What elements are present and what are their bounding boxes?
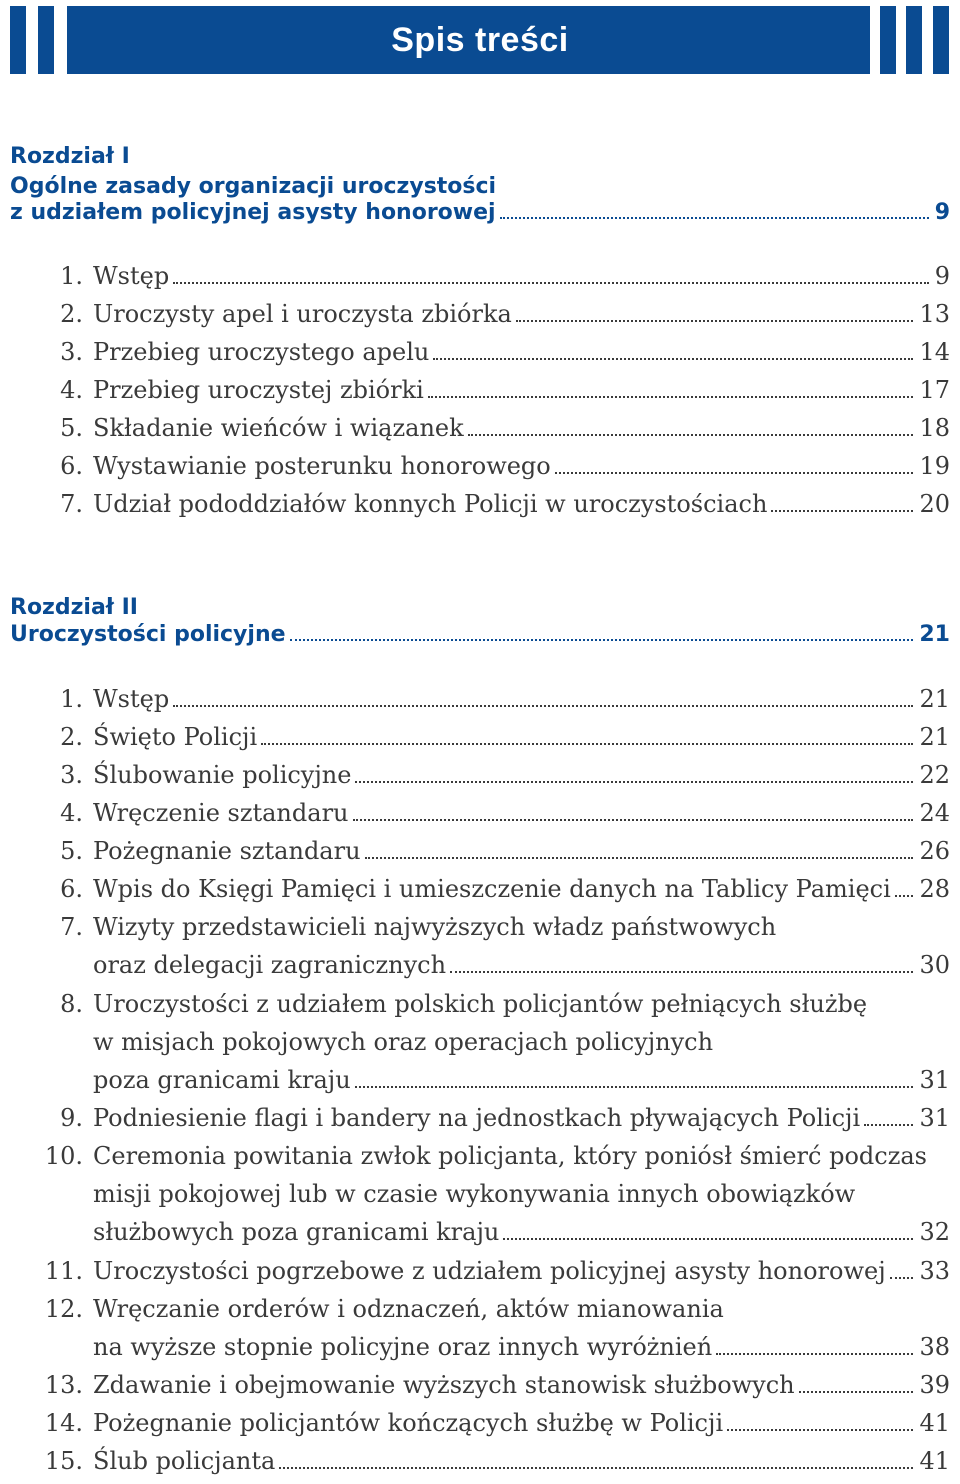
entry-title: Pożegnanie policjantów kończących służbę w Policji xyxy=(93,1409,724,1437)
entry-number: 8. xyxy=(60,990,83,1018)
entry-page: 30 xyxy=(919,951,950,979)
leader-dots xyxy=(799,1391,914,1393)
toc-entry[interactable] xyxy=(10,1371,950,1399)
chapter-1-page: 9 xyxy=(934,200,950,225)
entry-title: Uroczystości pogrzebowe z udziałem policyjnej asysty honorowej xyxy=(93,1257,886,1285)
toc-entry[interactable] xyxy=(10,951,950,979)
entry-number: 9. xyxy=(60,1104,83,1132)
toc-entry-first-line[interactable] xyxy=(10,1142,950,1170)
entry-number: 3. xyxy=(60,338,83,366)
entry-title: Wystawianie posterunku honorowego xyxy=(93,452,551,480)
entry-title: Ślubowanie policyjne xyxy=(93,761,352,789)
toc-entry[interactable] xyxy=(10,376,950,404)
entry-title: Składanie wieńców i wiązanek xyxy=(93,414,464,442)
toc-entry[interactable] xyxy=(10,1333,950,1361)
entry-page: 20 xyxy=(919,490,950,518)
entry-number: 1. xyxy=(60,262,83,290)
toc-entry-first-line[interactable] xyxy=(10,913,950,941)
entry-number: 2. xyxy=(60,300,83,328)
entry-page: 9 xyxy=(934,262,950,290)
toc-entry[interactable] xyxy=(10,452,950,480)
entry-page: 21 xyxy=(919,723,950,751)
entry-title: Przebieg uroczystej zbiórki xyxy=(93,376,424,404)
toc-entry[interactable] xyxy=(10,875,950,903)
entry-page: 31 xyxy=(919,1104,950,1132)
entry-title-line1: Uroczystości z udziałem polskich policjantów pełniących służbę xyxy=(93,990,868,1018)
toc-entry-first-line[interactable] xyxy=(10,1295,950,1323)
leader-dots xyxy=(516,320,914,322)
entry-number: 6. xyxy=(60,452,83,480)
leader-dots xyxy=(503,1238,913,1240)
toc-entry[interactable] xyxy=(10,1104,950,1132)
leader-dots xyxy=(716,1353,913,1355)
leader-dots xyxy=(727,1429,913,1431)
leader-dots xyxy=(468,434,914,436)
entry-title: Uroczysty apel i uroczysta zbiórka xyxy=(93,300,512,328)
toc-entry[interactable] xyxy=(10,490,950,518)
entry-number: 11. xyxy=(44,1257,83,1285)
entry-title: Pożegnanie sztandaru xyxy=(93,837,361,865)
chapter-2-title: Uroczystości policyjne xyxy=(10,622,286,647)
entry-title-line2: misji pokojowej lub w czasie wykonywania innych obowiązków xyxy=(93,1180,856,1208)
toc-entry[interactable] xyxy=(10,1218,950,1246)
leader-dots xyxy=(355,1086,914,1088)
leader-dots xyxy=(428,396,914,398)
toc-entry[interactable] xyxy=(10,300,950,328)
entry-title-line1: Wizyty przedstawicieli najwyższych władz państwowych xyxy=(93,913,777,941)
entry-title: poza granicami kraju xyxy=(93,1066,351,1094)
entry-page: 31 xyxy=(919,1066,950,1094)
entry-page: 17 xyxy=(919,376,950,404)
entry-number: 13. xyxy=(44,1371,83,1399)
entry-page: 41 xyxy=(919,1447,950,1475)
leader-dots xyxy=(173,282,929,284)
leader-dots xyxy=(864,1124,913,1126)
entry-number: 5. xyxy=(60,414,83,442)
leader-dots xyxy=(433,358,913,360)
chapter-1-heading xyxy=(10,142,950,202)
entry-page: 39 xyxy=(919,1371,950,1399)
entry-title-line1: Wręczanie orderów i odznaczeń, aktów mianowania xyxy=(93,1295,724,1323)
leader-dots xyxy=(261,743,913,745)
entry-title-line1: Ceremonia powitania zwłok policjanta, który poniósł śmierć podczas xyxy=(93,1142,927,1170)
chapter-1-title-row[interactable] xyxy=(10,200,950,225)
leader-dots xyxy=(365,857,914,859)
toc-entry[interactable] xyxy=(10,723,950,751)
entry-page: 14 xyxy=(919,338,950,366)
leader-dots xyxy=(450,971,913,973)
chapter-2-label: Rozdział II xyxy=(10,595,138,620)
entry-title: Wstęp xyxy=(93,262,170,290)
entry-number: 12. xyxy=(44,1295,83,1323)
chapter-1-title-line2: z udziałem policyjnej asysty honorowej xyxy=(10,200,496,225)
leader-dots xyxy=(355,781,913,783)
leader-dots xyxy=(290,639,914,641)
toc-entry[interactable] xyxy=(10,262,950,290)
toc-entry[interactable] xyxy=(10,414,950,442)
toc-entry[interactable] xyxy=(10,1257,950,1285)
toc-entry[interactable] xyxy=(10,799,950,827)
entry-number: 14. xyxy=(44,1409,83,1437)
chapter-2-page: 21 xyxy=(919,622,950,647)
chapter-2-title-row[interactable] xyxy=(10,622,950,647)
leader-dots xyxy=(771,510,913,512)
toc-entry[interactable] xyxy=(10,837,950,865)
entry-page: 18 xyxy=(919,414,950,442)
entry-title: na wyższe stopnie policyjne oraz innych wyróżnień xyxy=(93,1333,713,1361)
leader-dots xyxy=(895,895,914,897)
entry-page: 22 xyxy=(919,761,950,789)
leader-dots xyxy=(500,217,929,219)
entry-page: 19 xyxy=(919,452,950,480)
entry-title-line2: w misjach pokojowych oraz operacjach policyjnych xyxy=(93,1028,714,1056)
entry-page: 21 xyxy=(919,685,950,713)
entry-page: 24 xyxy=(919,799,950,827)
toc-entry[interactable] xyxy=(10,338,950,366)
entry-number: 1. xyxy=(60,685,83,713)
toc-entry[interactable] xyxy=(10,1409,950,1437)
entry-number: 10. xyxy=(44,1142,83,1170)
entry-page: 28 xyxy=(919,875,950,903)
entry-page: 13 xyxy=(919,300,950,328)
leader-dots xyxy=(173,705,913,707)
entry-title: Udział pododdziałów konnych Policji w uroczystościach xyxy=(93,490,768,518)
leader-dots xyxy=(890,1277,914,1279)
leader-dots xyxy=(555,472,914,474)
entry-number: 3. xyxy=(60,761,83,789)
toc-entry[interactable] xyxy=(10,1447,950,1475)
entry-title: Wstęp xyxy=(93,685,170,713)
toc-entry[interactable] xyxy=(10,1066,950,1094)
entry-number: 5. xyxy=(60,837,83,865)
entry-title: oraz delegacji zagranicznych xyxy=(93,951,447,979)
entry-title: Zdawanie i obejmowanie wyższych stanowisk służbowych xyxy=(93,1371,795,1399)
entry-title: Podniesienie flagi i bandery na jednostkach pływających Policji xyxy=(93,1104,861,1132)
entry-page: 26 xyxy=(919,837,950,865)
entry-number: 7. xyxy=(60,913,83,941)
toc-entry[interactable] xyxy=(10,685,950,713)
entry-number: 4. xyxy=(60,376,83,404)
entry-title: Ślub policjanta xyxy=(93,1447,276,1475)
toc-entry-first-line[interactable] xyxy=(10,990,950,1018)
entry-number: 2. xyxy=(60,723,83,751)
entry-title: Przebieg uroczystego apelu xyxy=(93,338,430,366)
chapter-1-label: Rozdział I xyxy=(10,144,130,169)
entry-number: 6. xyxy=(60,875,83,903)
entry-title: Wręczenie sztandaru xyxy=(93,799,349,827)
page-title: Spis treści xyxy=(391,21,569,59)
header-banner xyxy=(0,6,960,74)
entry-page: 41 xyxy=(919,1409,950,1437)
entry-title: służbowych poza granicami kraju xyxy=(93,1218,500,1246)
entry-title: Wpis do Księgi Pamięci i umieszczenie danych na Tablicy Pamięci xyxy=(93,875,891,903)
chapter-2-heading xyxy=(10,593,950,623)
leader-dots xyxy=(353,819,914,821)
entry-title: Święto Policji xyxy=(93,723,258,751)
chapter-1-title-line1: Ogólne zasady organizacji uroczystości xyxy=(10,174,497,199)
entry-number: 4. xyxy=(60,799,83,827)
leader-dots xyxy=(279,1467,913,1469)
entry-page: 38 xyxy=(919,1333,950,1361)
entry-page: 32 xyxy=(919,1218,950,1246)
toc-entry[interactable] xyxy=(10,761,950,789)
entry-number: 7. xyxy=(60,490,83,518)
entry-number: 15. xyxy=(44,1447,83,1475)
entry-page: 33 xyxy=(919,1257,950,1285)
